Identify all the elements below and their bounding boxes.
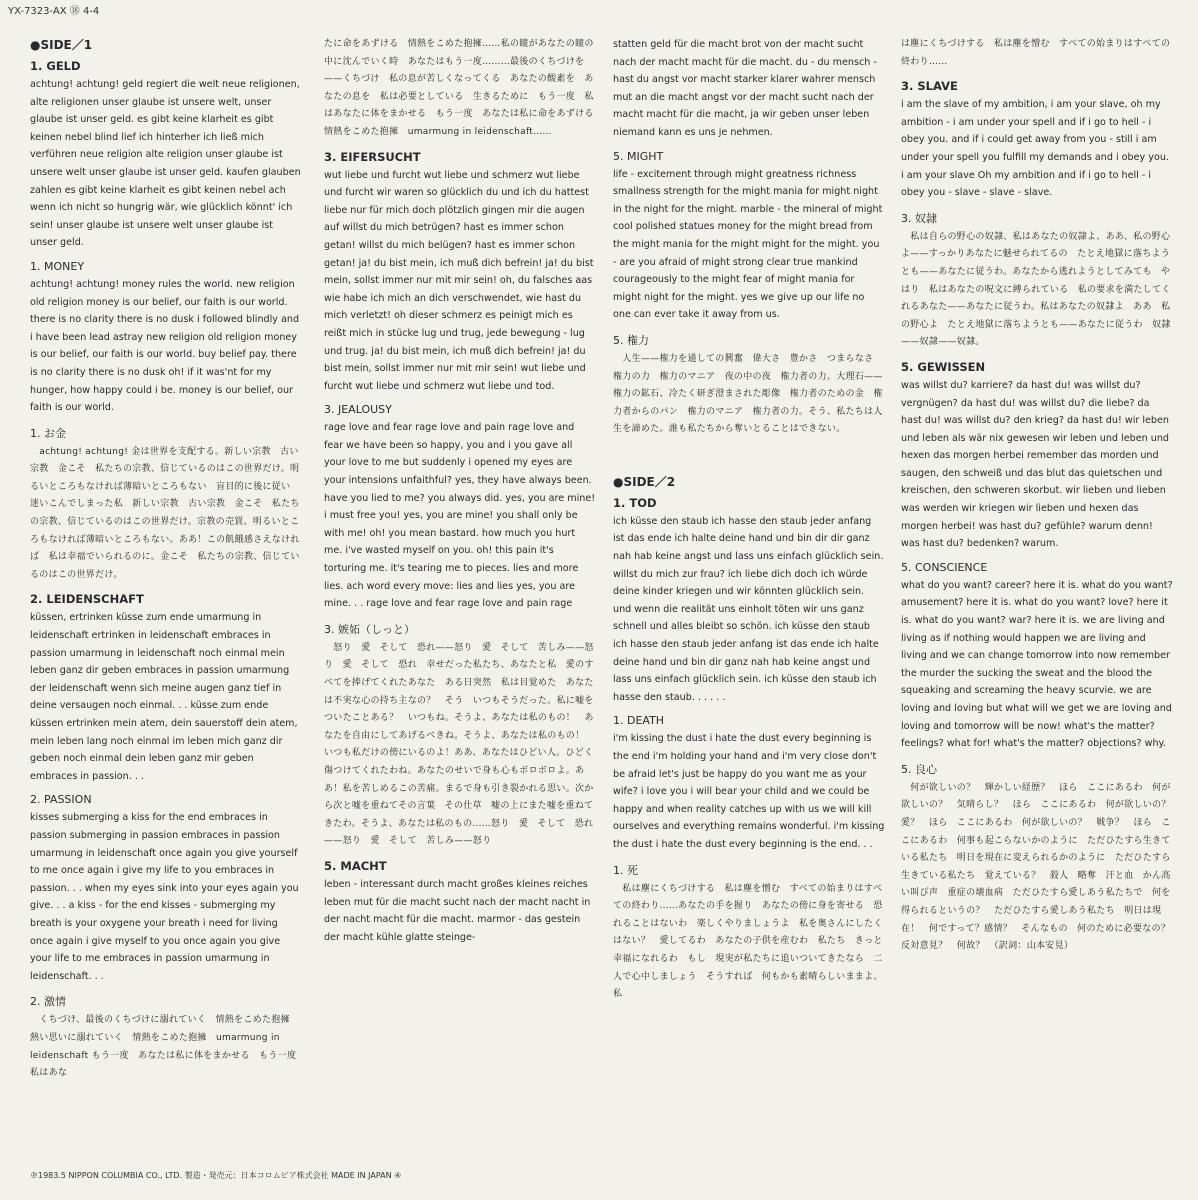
lyrics-paragraph: kisses submerging a kiss for the end embraces in passion submerging in passion embraces in passion umarmung in leidenschaft once again you give yourself to me once again i give my life to you embraces in passion. . . when my eyes sink into your eyes again you give. . . a kiss - for the end kisses - submerging my breath is your oxygene your breath i need for living once again i give myself to you once again you give your life to me embraces in passion umarmung in leidenschaft. . . bbox=[30, 812, 302, 982]
lyrics-paragraph: 私は自らの野心の奴隷、私はあなたの奴隷よ、ああ、私の野心よ——すっかりあなたに魅せられてるの たとえ地獄に落ちようとも——あなたに従うわ。あなたから逃れようとしてみても やはり 私はあなたの呪文に縛られている 私の要求を満たしてくれるあなた——あなたに従うわ。私はあなたの奴隷よ ああ 私の野心よ たとえ地獄に落ちようとも——あなたに従うわ 奴隷——奴隷——奴隷。 bbox=[901, 231, 1171, 348]
translation-title: 1. お金 bbox=[30, 426, 66, 440]
lyrics-paragraph: life - excitement through might greatness richness smallness strength for the might mania for might night in the night for the might. marble - the mineral of might cool polished statues money for the might bread from the might mania for the might might for the might. you - are you afraid of might strong clear true mankind courageously to the might fear of might mania for might night for the might. yes we give up our life no one can ever take it away from us. bbox=[613, 168, 886, 321]
song-title: 1. TOD bbox=[613, 495, 657, 510]
lyrics-paragraph: i am the slave of my ambition, i am your slave, oh my ambition - i am under your spell and if i go to hell - i obey you. and if i could get away from you - still i am under your spell you fulfill my demands and i obey you. i am your slave Oh my ambition and if i go to hell - i obey you - slave - slave - slave. bbox=[901, 99, 1173, 199]
lyrics-paragraph: was willst du? karriere? da hast du! was willst du? vergnügen? da hast du! was willst du? die liebe? da hast du! was willst du? den krieg? da hast du! wir leben und leben als wär nix gewesen wir leben und leben und hexen das morgen herbei remember das morden und saugen, den schweiß und das blut das quietschen und kreischen, den schweren skorbut. wir lieben und lieben was werden wir kriegen wir lieben und hexen das morgen herbei! was hast du? gefühle? warum denn! was hast du? bedenken? warum. bbox=[901, 379, 1173, 550]
lyrics-paragraph: wut liebe und furcht wut liebe und schmerz wut liebe und furcht wir waren so glücklich du und ich du hattest liebe nur für mich doch plötzlich gingen mir die augen auf willst du mich betrügen? hast es immer schon getan! willst du mich belügen? hast es immer schon getan! ja! du bist mein, ich muß dich befrein! ja! du bist mein, sollst immer nur mit mir sein! oh, du falsches aas wie habe ich mich an dich verschwendet, wie hast du mich verletzt! oh dieser schmerz es peinigt mich es reißt mich in stücke lug und trug, jede bewegung - lug und trug. ja! du bist mein, ich muß dich befrein! ja! du bist mein, sollst immer nur mit mir sein! wut liebe und furcht wut liebe und schmerz wut liebe und tod. bbox=[324, 169, 597, 392]
lyrics-paragraph: 怒り 愛 そして 恐れ——怒り 愛 そして 苦しみ——怒り 愛 そして 恐れ 幸せだった私たち、あなたと私 愛のすべてを捧げてくれたあなた ある日突然 私は目覚めた あなたは不実な心の持ち主なの？ そう いつもそうだった。私に嘘をついたことある？ いつもね。そうよ、あなたは私のもの！ あなたを自由にしてあげるべきね。そうよ、あなたは私のもの！ いつも私だけの傍にいるのよ！ああ、あなたはひどい人。ひどく傷つけてくれたわね。あなたのせいで身も心もボロボロよ。ああ！私を苦しめるこの苦痛。まるで身も引き裂かれる思い。次から次と嘘を重ねてその言葉 その仕草 嘘の上にまた嘘を重ねてきたわ。そうよ、あなたは私のもの……怒り 愛 そして 恐れ——怒り 愛 そして 苦しみ——怒り bbox=[324, 642, 594, 847]
section-spacer bbox=[613, 447, 885, 473]
lyrics-column-3 bbox=[613, 36, 888, 1161]
lyrics-paragraph: i'm kissing the dust i hate the dust every beginning is the end i'm holding your hand and i'm very close don't be afraid let's just be happy do you want me as your wife? i love you i will bear your child and we could be happy and when reality catches up with us we will kill ourselves and everything remains wonderful. i'm kissing the dust i hate the dust every beginning is the end. . . bbox=[613, 733, 888, 850]
lyrics-paragraph: achtung! achtung! money rules the world. new religion old religion money is our belief, our faith is our world. there is no clarity there is no dusk i followed blindly and i have been lead astray new religion old religion money is our belief, our faith is our world. buy belief pay. there is no clarity there is no dusk oh! if it was'nt for my hunger, how happy could i be. money is our belief, our faith is our world. bbox=[30, 278, 303, 414]
side-heading: ●SIDE／2 bbox=[613, 474, 676, 489]
translation-title: 1. 死 bbox=[613, 863, 638, 877]
lyrics-paragraph: statten geld für die macht brot von der macht sucht nach der macht macht für die macht. du - du mensch - hast du angst vor macht starker klarer wahrer mensch mut an die macht angst vor der macht sucht nach der macht macht für die macht, ja wir geben unser leben niemand kann es uns je nehmen. bbox=[613, 39, 880, 138]
song-title: 5. MACHT bbox=[324, 858, 387, 873]
lyrics-paragraph: küssen, ertrinken küsse zum ende umarmung in leidenschaft ertrinken in leidenschaft embraces in passion umarmung in leidenschaft noch einmal mein leben ganz dir geben embraces in passion umarmung der leidenschaft wenn sich meine augen ganz tief in deine versaugen noch einmal. . . küsse zum ende küssen ertrinken mein atem, dein sauerstoff dein atem, mein leben lang noch einmal im leben mich ganz dir geben noch einmal dein leben ganz mir geben embraces in passion. . . bbox=[30, 612, 301, 782]
lyrics-paragraph: 私は塵にくちづけする 私は塵を憎む すべての始まりはすべての終わり……あなたの手を握り あなたの傍に身を寄せる 恐れることはないわ 楽しくやりましょうよ 私を奥さんにしたくはない？ 愛してるわ あなたの子供を産むわ 私たち きっと幸福になれるわ もし 現実が私たちに追いついてきたなら 二人で心中しましょう そうすれば 何もかも素晴らしいままよ。私 bbox=[613, 883, 883, 1000]
song-title: 2. LEIDENSCHAFT bbox=[30, 592, 144, 607]
translation-title: 5. MIGHT bbox=[613, 149, 664, 163]
translation-title: 1. MONEY bbox=[30, 259, 85, 273]
song-title: 3. SLAVE bbox=[901, 79, 958, 94]
translation-title: 3. 奴隷 bbox=[901, 211, 937, 225]
lyrics-column-1 bbox=[30, 36, 306, 1161]
lyrics-paragraph: what do you want? career? here it is. what do you want? amusement? here it is. what do you want? love? here it is. what do you want? war? here it is. we are living and living as if nothing would happen we are living and living and we can change tomorrow into now remember the murder the sucking the sweat and the blood the squeaking and screaming the heavy scurvie. we are loving and loving but what will we get we are loving and loving and tomorrow will be now! what's the matter? feelings? what for! what's the matter? objections? why. bbox=[901, 579, 1176, 750]
catalog-code: YX-7323-AX ⑱ 4-4 bbox=[8, 6, 100, 17]
translation-title: 5. 良心 bbox=[901, 762, 937, 776]
song-title: 3. EIFERSUCHT bbox=[324, 149, 421, 164]
lyrics-paragraph: は塵にくちづけする 私は塵を憎む すべての始まりはすべての終わり…… bbox=[901, 39, 1171, 67]
lyrics-column-2 bbox=[324, 36, 604, 1161]
lyrics-paragraph: ich küsse den staub ich hasse den staub jeder anfang ist das ende ich halte deine hand und bin dir dir ganz nah hab keine angst und lass uns einfach glücklich sein. willst du mich zur frau? ich liebe dich doch ich würde deine kinder kriegen und wir könnten glücklich sein. und wenn die realität uns einholt töten wir uns ganz schnell und alles bleibt so schön. ich küsse den staub ich hasse den staub jeder anfang ist das ende ich halte deine hand und bin dir ganz nah hab keine angst und lass uns einfach glücklich sein. ich küsse den staub ich hasse den staub. . . . . . bbox=[613, 515, 887, 703]
song-title: 1. GELD bbox=[30, 59, 81, 73]
lyrics-paragraph: rage love and fear rage love and pain rage love and fear we have been so happy, you and i you gave all your love to me but suddenly i opened my eyes are your intensions unfaithful? yes, they have always been. have you lied to me? you always did. yes, you are mine! i must free you! yes, you are mine! you shall only be with me! oh! you mean bastard. how much you hurt me. i've wasted myself on you. oh! this pain it's torturing me. it's tearing me to pieces. lies and more lies. ach word every move: lies and lies yes, you are mine. . . rage love and fear rage love and pain rage bbox=[324, 422, 599, 610]
translation-title: 3. 嫉妬（しっと） bbox=[324, 622, 415, 636]
side-heading: ●SIDE／1 bbox=[30, 38, 93, 52]
lyrics-paragraph: くちづけ、最後のくちづけに溺れていく 情熱をこめた抱擁 熱い思いに溺れていく 情熱をこめた抱擁 umarmung in leidenschaft もう一度 あなたは私に体をまかせる もう一度 私はあな bbox=[30, 1015, 306, 1079]
copyright-footer: ℗1983.5 NIPPON COLUMBIA CO., LTD. 製造・発売元：日本コロムビア株式会社 MADE IN JAPAN ④ bbox=[30, 1171, 402, 1180]
translation-title: 5. 権力 bbox=[613, 333, 649, 347]
lyrics-paragraph: achtung! achtung! 金は世界を支配する。新しい宗教 古い宗教 金こそ 私たちの宗教、信じているのはこの世界だけ。明るいところもなければ薄暗いところもない 盲目的に後に従い 迷いこんでしまった私 新しい宗教 古い宗教 金こそ 私たちの宗教、信じているのはこの世界だけ。宗教の売買、明るいところもなければ薄暗いところもない。ああ！この飢餓感さえなければ 私は幸福でいられるのに。金こそ 私たちの宗教、信じているのはこの世界だけ。 bbox=[30, 446, 300, 580]
translation-title: 3. JEALOUSY bbox=[324, 403, 392, 417]
lyrics-paragraph: achtung! achtung! geld regiert die welt neue religionen, alte religionen unser glaube ist unsere welt, unser glaube ist unser geld. es gibt keine klarheit es gibt keinen nebel blind lief ich hinterher ich ließ mich verführen neue religion alte religion unser glaube ist unsere welt unser glaube ist unser geld. kaufen glauben zahlen es gibt keine klarheit es gibt keinen nebel ach wenn ich nicht so hungrig wär, wie glücklich könnt' ich sein! unser glaube ist unsere welt unser glaube ist unser geld. bbox=[30, 79, 304, 249]
lyrics-paragraph: 人生——権力を通しての興奮 偉大さ 豊かさ つまらなさ 権力の力 権力のマニア 夜の中の夜 権力者の力。大理石——権力の鉱石、冷たく研ぎ澄まされた彫像 権力者のための金 権力者からのパン 権力のマニア 権力者の力。そう、私たちは人生を諦めた。誰も私たちから奪いとることはできない。 bbox=[613, 353, 883, 435]
lyrics-paragraph: たに命をあずける 情熱をこめた抱擁……私の瞳があなたの瞳の中に沈んでいく時 あなたはもう一度………最後のくちづけを——くちづけ 私の息が苦しくなってくる あなたの酸素を あなたの息を 私は必要としている 生きるために もう一度 私はあなたに体をまかせる もう一度 あなたは私に命をあずける 情熱をこめた抱擁 umarmung in leidenschaft…… bbox=[324, 39, 604, 137]
lyrics-paragraph: 何が欲しいの？ 輝かしい経歴？ ほら ここにあるわ 何が欲しいの？ 気晴らし？ ほら ここにあるわ 何が欲しいの？ 愛？ ほら ここにあるわ 何が欲しいの？ 戦争？ ほら ここにあるわ 何事も起こらないかのように ただひたすら生きている私たち 明日を現在に変えられるかのように ただひたすら生きている私たち 覚えている？ 殺人 略奪 汗と血 かん高い叫び声 重症の壊血病 ただひたすら愛しあう私たちで 何を得られるというの？ ただひたすら愛しあう私たち 明日は現在！ 何ですって？感情？ そんなもの 何のために必要なの？ 反対意見？ 何故？ （訳詞：山本安見） bbox=[901, 782, 1181, 952]
translation-title: 5. CONSCIENCE bbox=[901, 560, 988, 574]
translation-title: 2. 激情 bbox=[30, 995, 66, 1009]
translation-title: 1. DEATH bbox=[613, 714, 665, 728]
song-title: 5. GEWISSEN bbox=[901, 359, 986, 374]
lyrics-paragraph: leben - interessant durch macht großes kleines reiches leben mut für die macht sucht nach der macht nacht in der nacht macht für die macht. marmor - das gestein der macht kühle glatte steinge- bbox=[324, 878, 594, 943]
translation-title: 2. PASSION bbox=[30, 793, 92, 807]
lyrics-column-4 bbox=[901, 36, 1181, 1161]
